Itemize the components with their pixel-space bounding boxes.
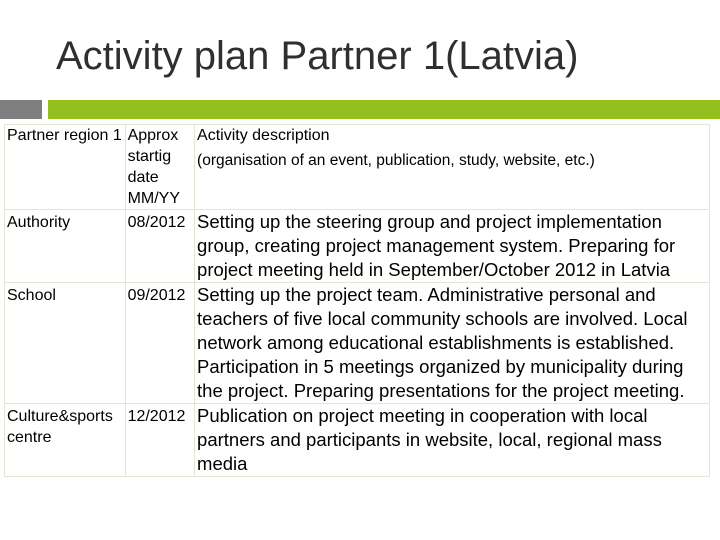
row-partner-region: School [5, 283, 126, 404]
row-partner-region: Authority [5, 210, 126, 283]
gray-accent-bar [0, 100, 42, 119]
table-header-row [5, 125, 710, 210]
table-row [5, 283, 710, 404]
slide-title: Activity plan Partner 1(Latvia) [56, 34, 579, 78]
header-partner-region: Partner region 1 [5, 125, 126, 210]
header-desc-line1: Activity description [197, 127, 330, 144]
table-row [5, 210, 710, 283]
row-description: Setting up the steering group and project implementation group, creating project management system. Preparing for project meeting held in September/October 2012 in Latvia [195, 210, 710, 283]
green-accent-bar [48, 100, 720, 119]
activity-plan-table [4, 124, 710, 477]
header-start-date: Approx startig date MM/YY [125, 125, 194, 210]
row-start-date: 12/2012 [125, 404, 194, 477]
row-description: Publication on project meeting in cooperation with local partners and participants in website, local, regional mass media [195, 404, 710, 477]
row-start-date: 09/2012 [125, 283, 194, 404]
row-start-date: 08/2012 [125, 210, 194, 283]
header-desc-line2: (organisation of an event, publication, study, website, etc.) [197, 152, 595, 169]
header-activity-description [195, 125, 710, 210]
row-partner-region: Culture&sports centre [5, 404, 126, 477]
table-row [5, 404, 710, 477]
row-description: Setting up the project team. Administrative personal and teachers of five local community schools are involved. Local network among educational establishments is established. Participation in 5 meetings organized by municipality during the project. Preparing presentations for the project meeting. [195, 283, 710, 404]
